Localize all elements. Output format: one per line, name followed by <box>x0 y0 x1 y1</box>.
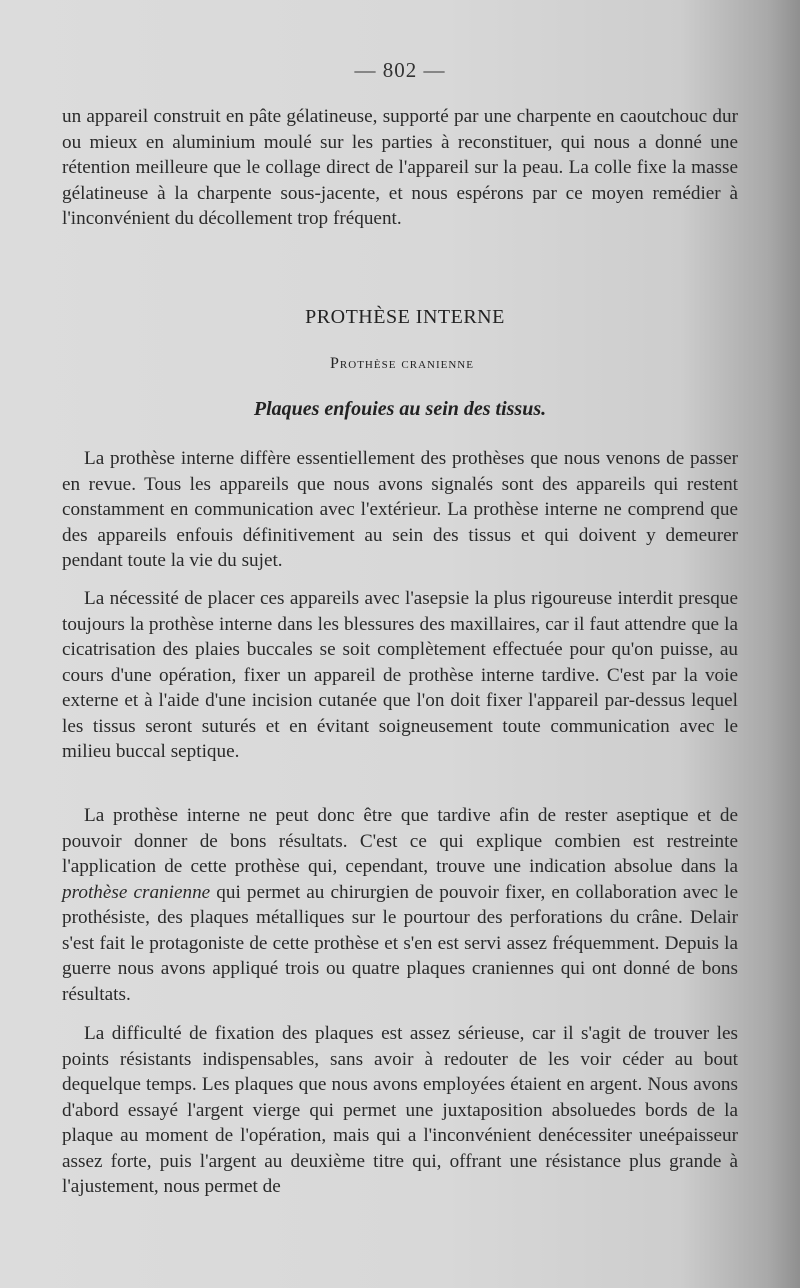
paragraph-3-text-after: qui permet au chirurgien de pouvoir fixer, en collaboration avec le prothésiste, des plaques métalliques sur le pourtour des perforations du crâne. Delair s'est fait le protagoniste de cette prothèse et s'en est servi assez fréquemment. Depuis la guerre nous avons appliqué trois ou quatre plaques craniennes qui ont donné de bons résultats. <box>62 881 738 1005</box>
paragraph-3-text-before: La prothèse interne ne peut donc être que tardive afin de rester aseptique et de pouvoir donner de bons résultats. C'est ce qui explique combien est restreinte l'application de cette prothèse qui, cependant, trouve une indication absolue dans la <box>62 805 738 877</box>
page-number: — 802 — <box>354 58 446 82</box>
paragraph-4: La difficulté de fixation des plaques est assez sérieuse, car il s'agit de trouver les points résistants indispensables, sans avoir à redouter de les voir céder au bout dequelque temps. Les plaques que nous avons employées étaient en argent. Nous avons d'abord essayé l'argent vierge qui permet une juxtaposition absoluedes bords de la plaque au moment de l'opération, mais qui a l'inconvénient denécessiter uneépaisseur assez forte, puis l'argent au deuxième titre qui, offrant une résistance plus grande à l'ajustement, nous permet de <box>62 1023 738 1197</box>
subsection-title: Prothèse cranienne <box>330 355 474 372</box>
section-title: PROTHÈSE INTERNE <box>305 306 505 328</box>
paragraph-3-emphasis: prothèse cranienne <box>62 881 211 903</box>
paragraph-1: La prothèse interne diffère essentiellement des prothèses que nous venons de passer en revue. Tous les appareils que nous avons signalés sont des appareils qui restent constamment en communication avec l'extérieur. La prothèse interne ne comprend que des appareils enfouis définitivement au sein des tissus et qui doivent y demeurer pendant toute la vie du sujet. <box>62 448 738 571</box>
section-subtitle: Plaques enfouies au sein des tissus. <box>253 398 547 420</box>
continuation-paragraph: un appareil construit en pâte gélatineuse, supporté par une charpente en caoutchouc dur ou mieux en aluminium moulé sur les parties à reconstituer, qui nous a donné une rétention meilleure que le collage direct de l'appareil sur la peau. La colle fixe la masse gélatineuse à la charpente sous-jacente, et nous espérons par ce moyen remédier à l'inconvénient du décollement trop fréquent. <box>62 106 738 229</box>
paragraph-2: La nécessité de placer ces appareils avec l'asepsie la plus rigoureuse interdit presque toujours la prothèse interne dans les blessures des maxillaires, car il faut attendre que la cicatrisation des plaies buccales se soit complètement effectuée pour qu'on puisse, au cours d'une opération, fixer un appareil de prothèse interne tardive. C'est par la voie externe et à l'aide d'une incision cutanée que l'on doit fixer l'appareil par-dessus lequel les tissus seront suturés et en évitant soigneusement toute communication avec le milieu buccal septique. <box>62 588 738 762</box>
paragraph-3 <box>62 803 738 1007</box>
